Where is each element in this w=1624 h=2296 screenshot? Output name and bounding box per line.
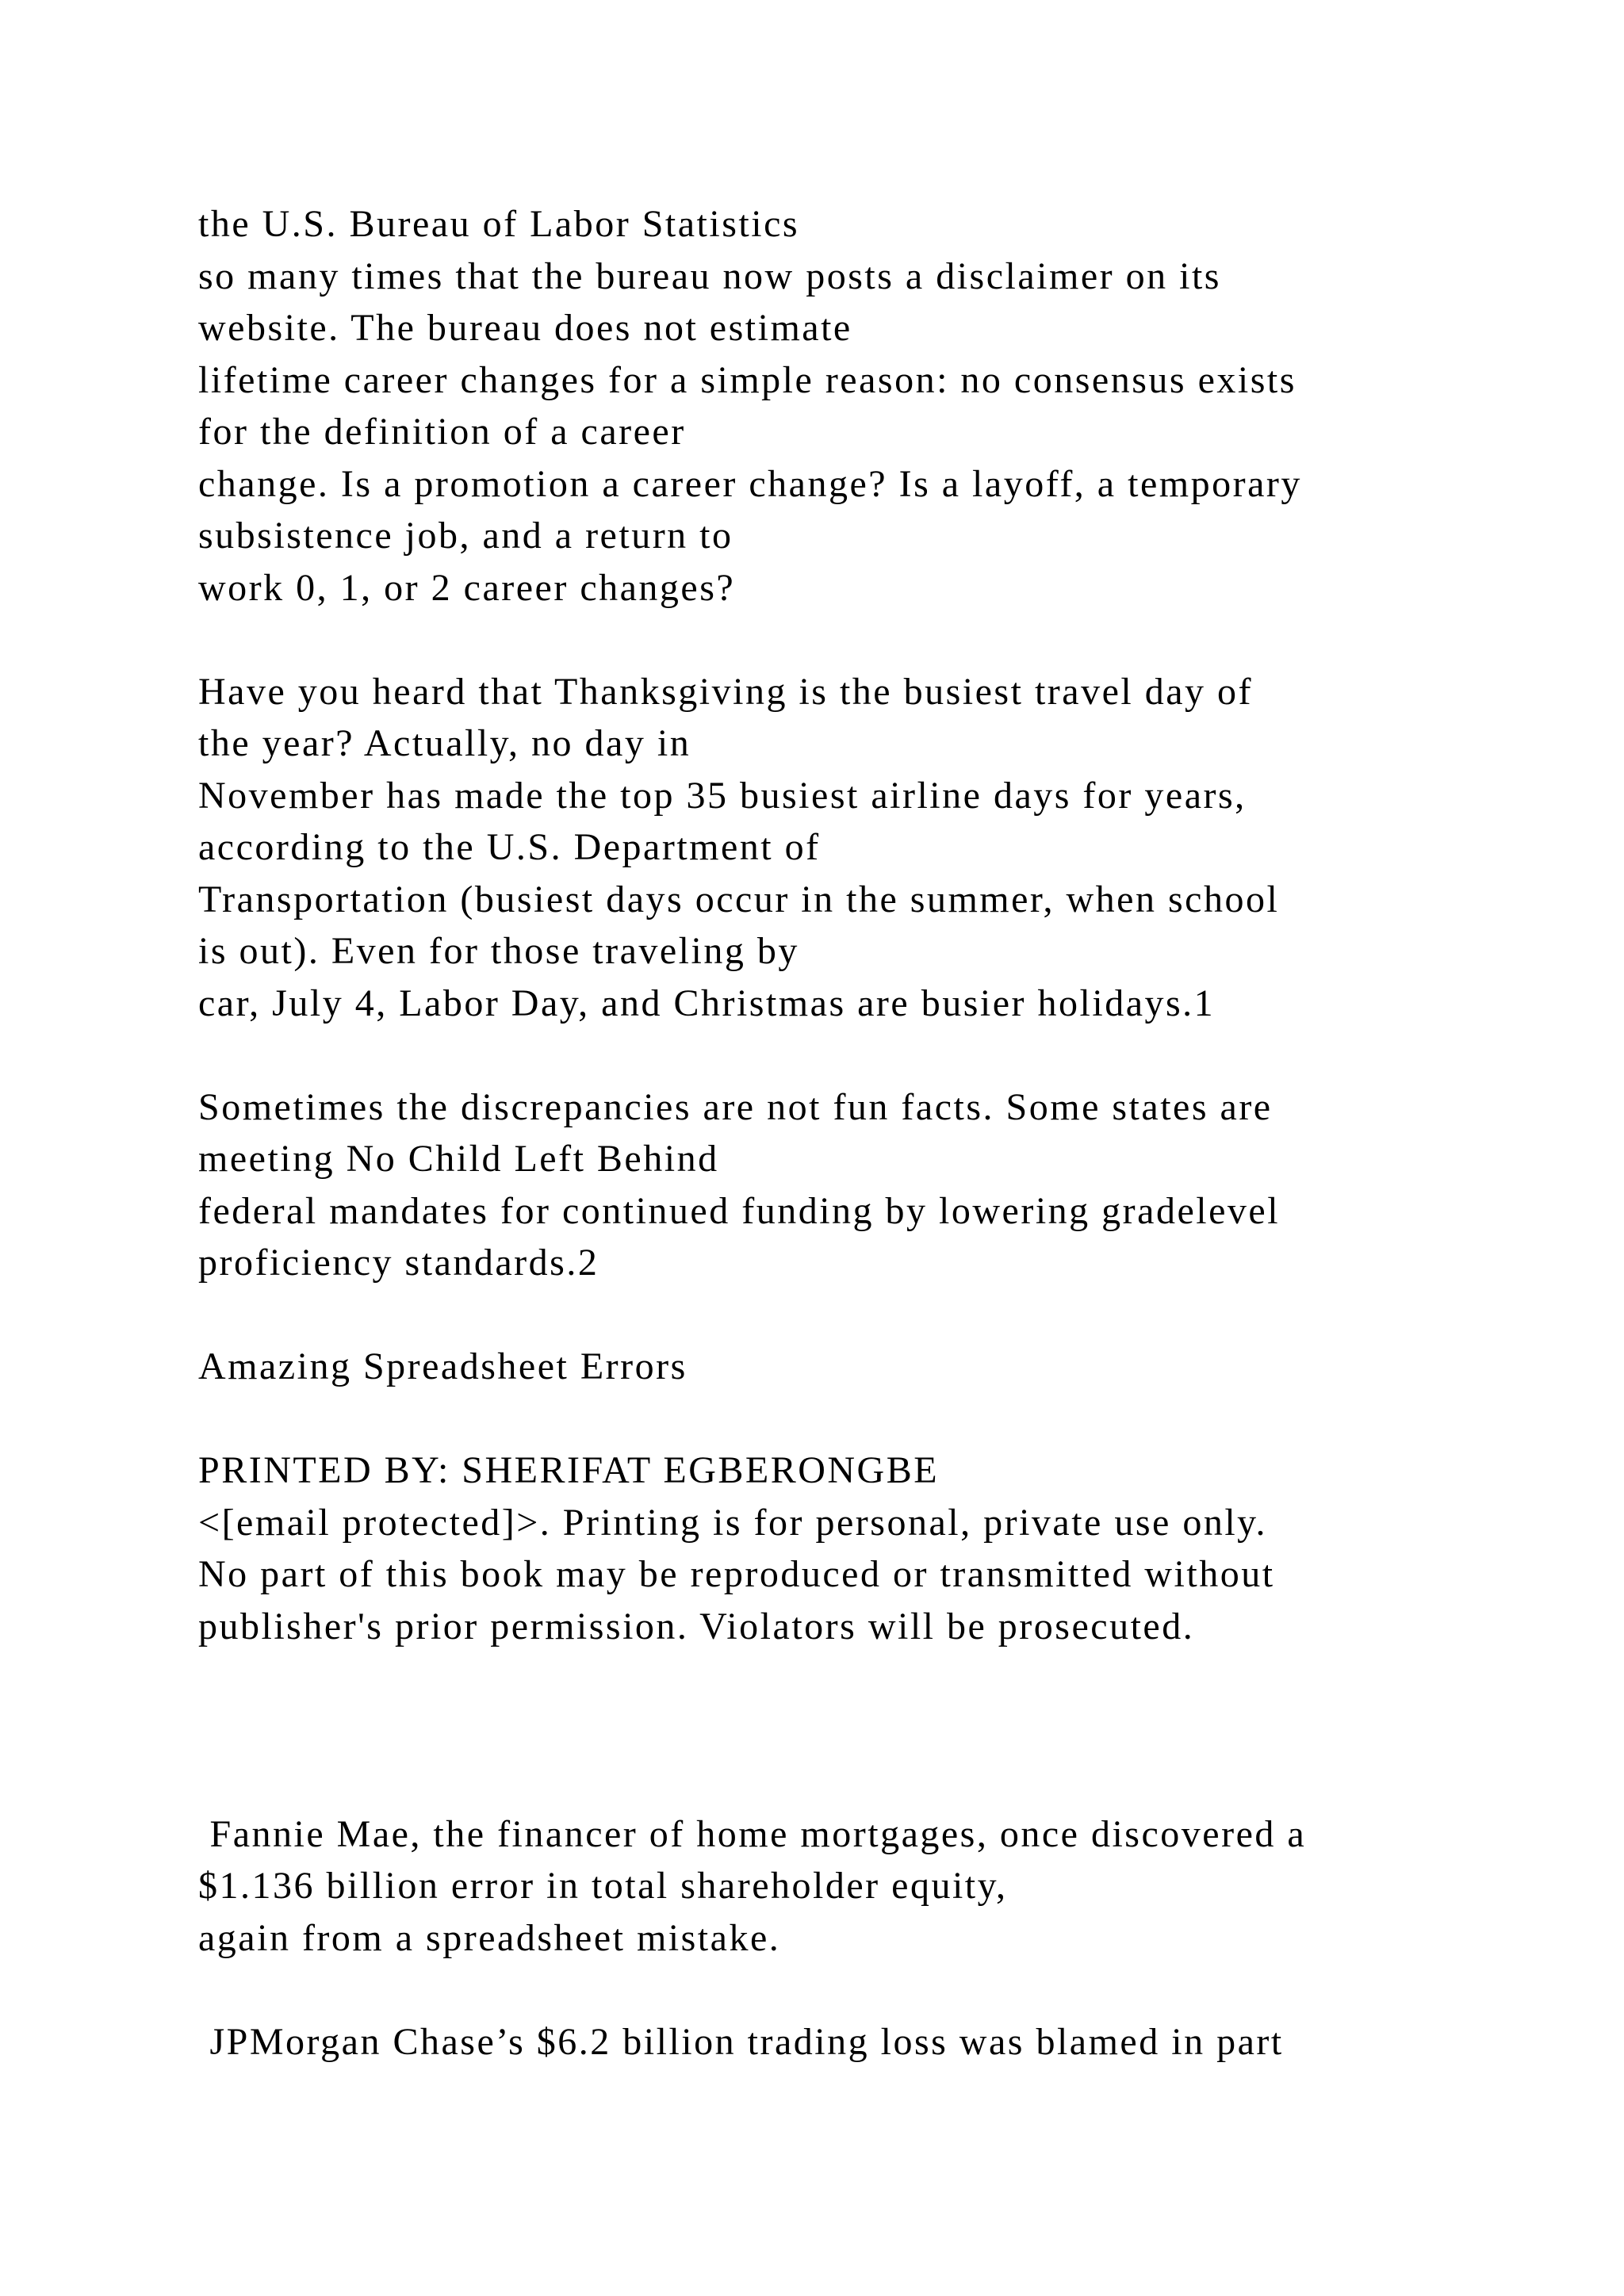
text-line: for the definition of a career [198,411,686,453]
fannie-mae-paragraph [198,1808,1515,1965]
text-line: publisher's prior permission. Violators will be prosecuted. [198,1605,1195,1647]
text-line: car, July 4, Labor Day, and Christmas are busier holidays.1 [198,982,1216,1024]
text-line: website. The bureau does not estimate [198,307,852,349]
printed-by-notice [198,1445,1515,1652]
paragraph-spacer [198,1393,1515,1445]
text-line: meeting No Child Left Behind [198,1138,719,1180]
text-line: $1.136 billion error in total shareholder equity, [198,1865,1008,1907]
text-line: is out). Even for those traveling by [198,930,799,972]
text-line: the year? Actually, no day in [198,722,691,764]
paragraph-spacer [198,1756,1515,1808]
text-line: Fannie Mae, the financer of home mortgages, once discovered a [198,1812,1307,1855]
paragraph-spacer [198,1289,1515,1341]
text-line: so many times that the bureau now posts a disclaimer on its [198,254,1221,297]
text-line: work 0, 1, or 2 career changes? [198,566,736,609]
text-line: proficiency standards.2 [198,1242,599,1284]
text-line: November has made the top 35 busiest airline days for years, [198,774,1247,817]
paragraph-spacer [198,1652,1515,1705]
text-line: according to the U.S. Department of [198,826,821,868]
paragraph-spacer [198,1705,1515,1757]
text-line: change. Is a promotion a career change? Is a layoff, a temporary [198,462,1302,505]
text-line: the U.S. Bureau of Labor Statistics [198,203,800,245]
no-child-paragraph [198,1081,1515,1289]
document-body [198,198,1515,2068]
text-line: JPMorgan Chase’s $6.2 billion trading loss was blamed in part [198,2020,1284,2063]
thanksgiving-paragraph [198,666,1515,1030]
jpmorgan-paragraph [198,2016,1515,2068]
text-line: lifetime career changes for a simple reason: no consensus exists [198,358,1297,401]
text-line: No part of this book may be reproduced or transmitted without [198,1553,1275,1595]
text-line: PRINTED BY: SHERIFAT EGBERONGBE [198,1449,940,1491]
text-line: again from a spreadsheet mistake. [198,1916,781,1959]
text-line: Have you heard that Thanksgiving is the busiest travel day of [198,670,1253,713]
text-line: Sometimes the discrepancies are not fun facts. Some states are [198,1085,1273,1128]
text-line: subsistence job, and a return to [198,515,733,557]
paragraph-spacer [198,614,1515,666]
section-heading [198,1341,1515,1393]
text-line: <[email protected]>. Printing is for personal, private use only. [198,1501,1268,1544]
text-line: Transportation (busiest days occur in the summer, when school [198,878,1280,920]
paragraph-spacer [198,1029,1515,1081]
bls-paragraph [198,198,1515,614]
section-heading-text: Amazing Spreadsheet Errors [198,1345,688,1387]
paragraph-spacer [198,1964,1515,2016]
text-line: federal mandates for continued funding by lowering gradelevel [198,1189,1281,1232]
